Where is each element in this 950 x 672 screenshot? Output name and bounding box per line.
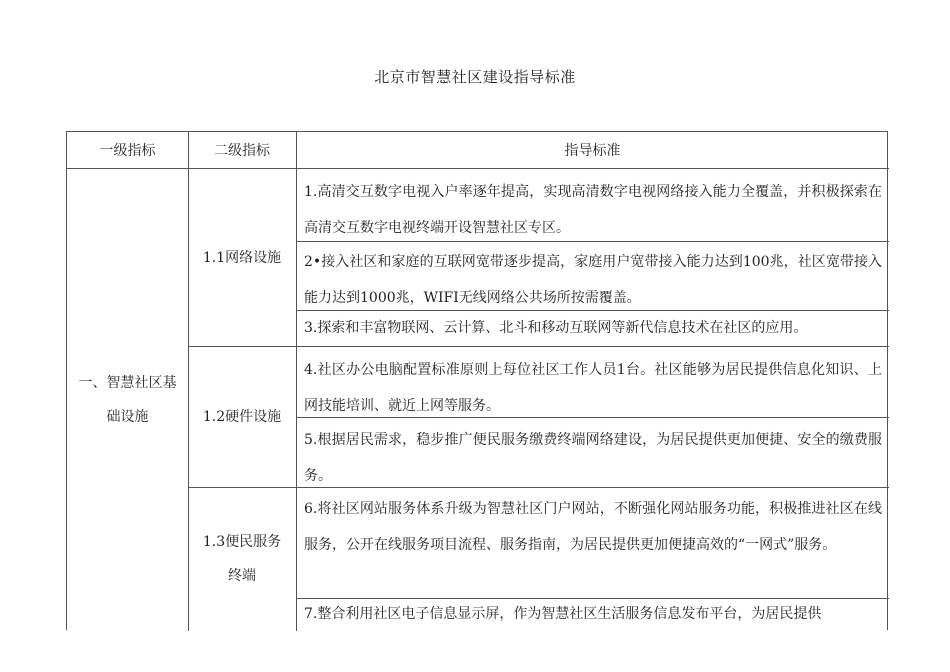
level1-line-2: 础设施	[106, 409, 149, 425]
criteria-7: 7.整合利用社区电子信息显示屏，作为智慧社区生活服务信息发布平台，为居民提供	[304, 606, 822, 622]
header-criteria: 指导标准	[564, 142, 621, 159]
page-title: 北京市智慧社区建设指导标准	[374, 68, 576, 86]
level2-terminal-label-1: 1.3便民服务	[202, 534, 282, 550]
level2-cell-hardware	[188, 346, 296, 487]
level2-cell-terminal	[188, 487, 296, 631]
criteria-2: 2•接入社区和家庭的互联网宽带逐步提高，家庭用户宽带接入能力达到100兆，社区宽带接入能力达到1000兆，WIFI无线网络公共场所按需覆盖。	[304, 254, 882, 306]
level2-cell-network	[188, 169, 296, 346]
criteria-4: 4.社区办公电脑配置标准原则上每位社区工作人员1台。社区能够为居民提供信息化知识、上网技能培训、就近上网等服务。	[304, 362, 882, 414]
standards-table	[66, 131, 888, 630]
header-level1: 一级指标	[99, 142, 156, 159]
rule-col1	[188, 132, 189, 631]
level1-line-1: 一、智慧社区基	[78, 375, 177, 391]
level2-terminal-label-2: 终端	[228, 568, 256, 584]
criteria-3: 3.探索和丰富物联网、云计算、北斗和移动互联网等新代信息技术在社区的应用。	[304, 320, 808, 336]
rule-header	[67, 168, 889, 169]
level1-cell	[67, 169, 188, 631]
rule-c4	[296, 417, 889, 418]
rule-c6	[296, 598, 889, 599]
header-level2: 二级指标	[214, 142, 270, 159]
level2-hardware-label: 1.2硬件设施	[202, 408, 282, 425]
criteria-6: 6.将社区网站服务体系升级为智慧社区门户网站，不断强化网站服务功能，积极推进社区在线服务，公开在线服务项目流程、服务指南，为居民提供更加便捷高效的“一网式”服务。	[304, 501, 882, 553]
rule-col2	[296, 132, 297, 631]
level2-network-label: 1.1网络设施	[202, 249, 282, 266]
rule-group1	[188, 346, 889, 347]
rule-c1	[296, 241, 889, 242]
rule-c2	[296, 310, 889, 311]
criteria-1: 1.高清交互数字电视入户率逐年提高，实现高清数字电视网络接入能力全覆盖，并积极探索在高清交互数字电视终端开设智慧社区专区。	[304, 184, 882, 236]
criteria-5: 5.根据居民需求，稳步推广便民服务缴费终端网络建设，为居民提供更加便捷、安全的缴费服务。	[304, 432, 882, 484]
rule-group2	[188, 487, 889, 488]
